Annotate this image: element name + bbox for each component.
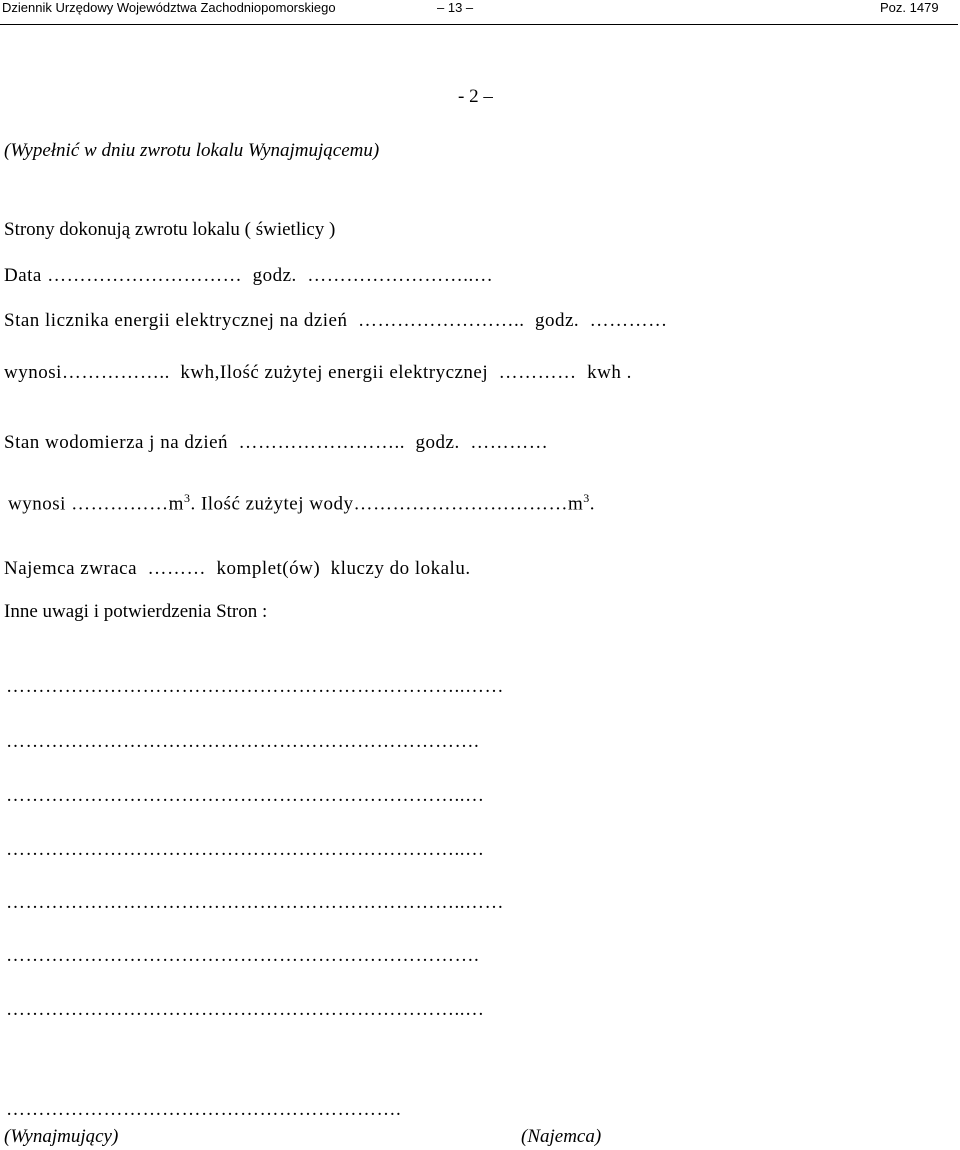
return-statement: Strony dokonują zwrotu lokalu ( świetlicy ) [4, 219, 336, 240]
electric-meter-line: Stan licznika energii elektrycznej na dzień …………………….. godz. ………… [4, 310, 668, 331]
intro-note: (Wypełnić w dniu zwrotu lokalu Wynajmującemu) [4, 140, 380, 161]
tenant-signature-label: (Najemca) [521, 1126, 602, 1147]
date-line: Data ………………………… godz. ……………………..… [4, 265, 494, 286]
signature-line: ……………………………………………………. [6, 1099, 402, 1120]
remark-line: ………………………………………………………………. [6, 945, 480, 966]
page-header [0, 0, 958, 25]
remark-line: ……………………………………………………………..… [6, 839, 485, 860]
landlord-signature-label: (Wynajmujący) [4, 1126, 119, 1147]
water-reading: wynosi ……………m [8, 493, 184, 515]
electric-usage-line: wynosi…………….. kwh,Ilość zużytej energii elektrycznej ………… kwh . [4, 362, 632, 383]
journal-page: – 13 – [437, 0, 474, 15]
water-usage-line [8, 487, 595, 515]
remarks-heading: Inne uwagi i potwierdzenia Stron : [4, 601, 268, 622]
position-number: Poz. 1479 [880, 0, 939, 15]
keys-line: Najemca zwraca ……… komplet(ów) kluczy do lokalu. [4, 558, 471, 579]
water-usage: . Ilość zużytej wody……………………………m [190, 493, 584, 515]
remark-line: ……………………………………………………………..…… [6, 892, 504, 913]
unit-exponent: 3 [183, 491, 191, 505]
water-end: . [589, 493, 595, 515]
remark-line: ……………………………………………………………..…… [6, 676, 504, 697]
remark-line: ……………………………………………………………..… [6, 999, 485, 1020]
remark-line: ……………………………………………………………..… [6, 785, 485, 806]
journal-title: Dziennik Urzędowy Województwa Zachodniopomorskiego [2, 0, 336, 15]
water-meter-line: Stan wodomierza j na dzień …………………….. godz. ………… [4, 432, 549, 453]
remark-line: ………………………………………………………………. [6, 731, 480, 752]
page-number: - 2 – [458, 86, 493, 107]
unit-exponent: 3 [583, 491, 590, 505]
